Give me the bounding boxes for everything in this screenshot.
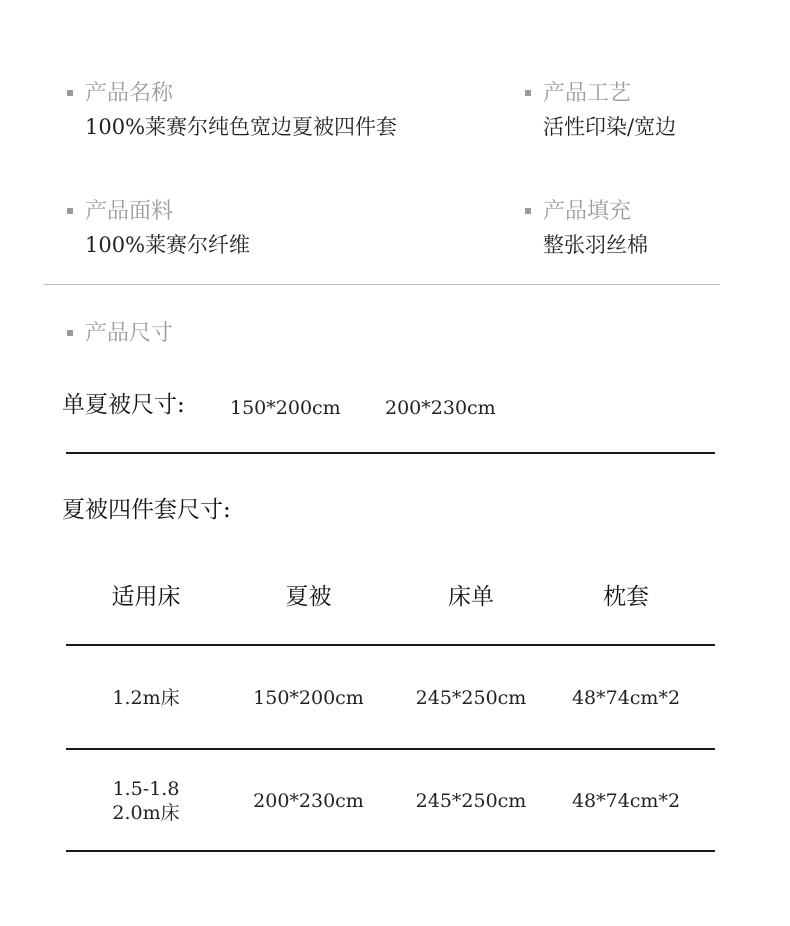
table-row [66,646,715,750]
pillowcase-size-cell: 48*74cm*2 [571,687,681,709]
quilt-size-cell: 200*230cm [253,790,364,812]
bullet-icon [67,330,73,336]
bed-size-cell [112,686,179,710]
table-header-row [66,570,715,646]
table-rule [66,850,715,852]
info-product-filling [525,198,648,258]
table-header-cell: 适用床 [111,584,181,610]
bullet-icon [67,208,73,214]
single-quilt-title: 单夏被尺寸: [62,392,185,418]
table-header-cell: 床单 [448,584,494,610]
info-product-fabric [67,198,250,258]
section-divider [44,284,720,285]
table-header-cell: 夏被 [285,584,332,610]
product-filling-label: 产品填充 [543,199,632,224]
pillowcase-size-cell: 48*74cm*2 [571,790,681,812]
product-name-label: 产品名称 [85,81,174,106]
single-quilt-size: 200*230cm [385,397,496,419]
info-product-name [67,80,397,140]
sheet-size-cell: 245*250cm [415,790,527,812]
table-row [66,750,715,852]
info-product-craft [525,80,676,140]
info-product-size [67,320,173,348]
bullet-icon [525,208,531,214]
bed-size-text: 1.2m床 [112,687,180,709]
bed-size-cell [112,777,179,825]
product-size-label: 产品尺寸 [85,321,174,346]
product-fabric-label: 产品面料 [85,199,174,224]
product-craft-value: 活性印染/宽边 [543,115,677,139]
set-size-title: 夏被四件套尺寸: [62,497,231,523]
product-fabric-value: 100%莱赛尔纤维 [85,233,251,257]
bed-size-text: 1.5-1.8 [112,778,180,800]
bullet-icon [67,90,73,96]
table-header-cell: 枕套 [603,584,649,610]
size-table [66,570,715,852]
bed-size-text: 2.0m床 [112,802,180,824]
single-quilt-rule [66,452,715,454]
sheet-size-cell: 245*250cm [415,687,527,709]
bullet-icon [525,90,531,96]
single-quilt-size: 150*200cm [230,397,341,419]
product-name-value: 100%莱赛尔纯色宽边夏被四件套 [85,115,398,139]
product-filling-value: 整张羽丝棉 [543,233,648,257]
quilt-size-cell: 150*200cm [253,687,364,709]
product-craft-label: 产品工艺 [543,81,632,106]
